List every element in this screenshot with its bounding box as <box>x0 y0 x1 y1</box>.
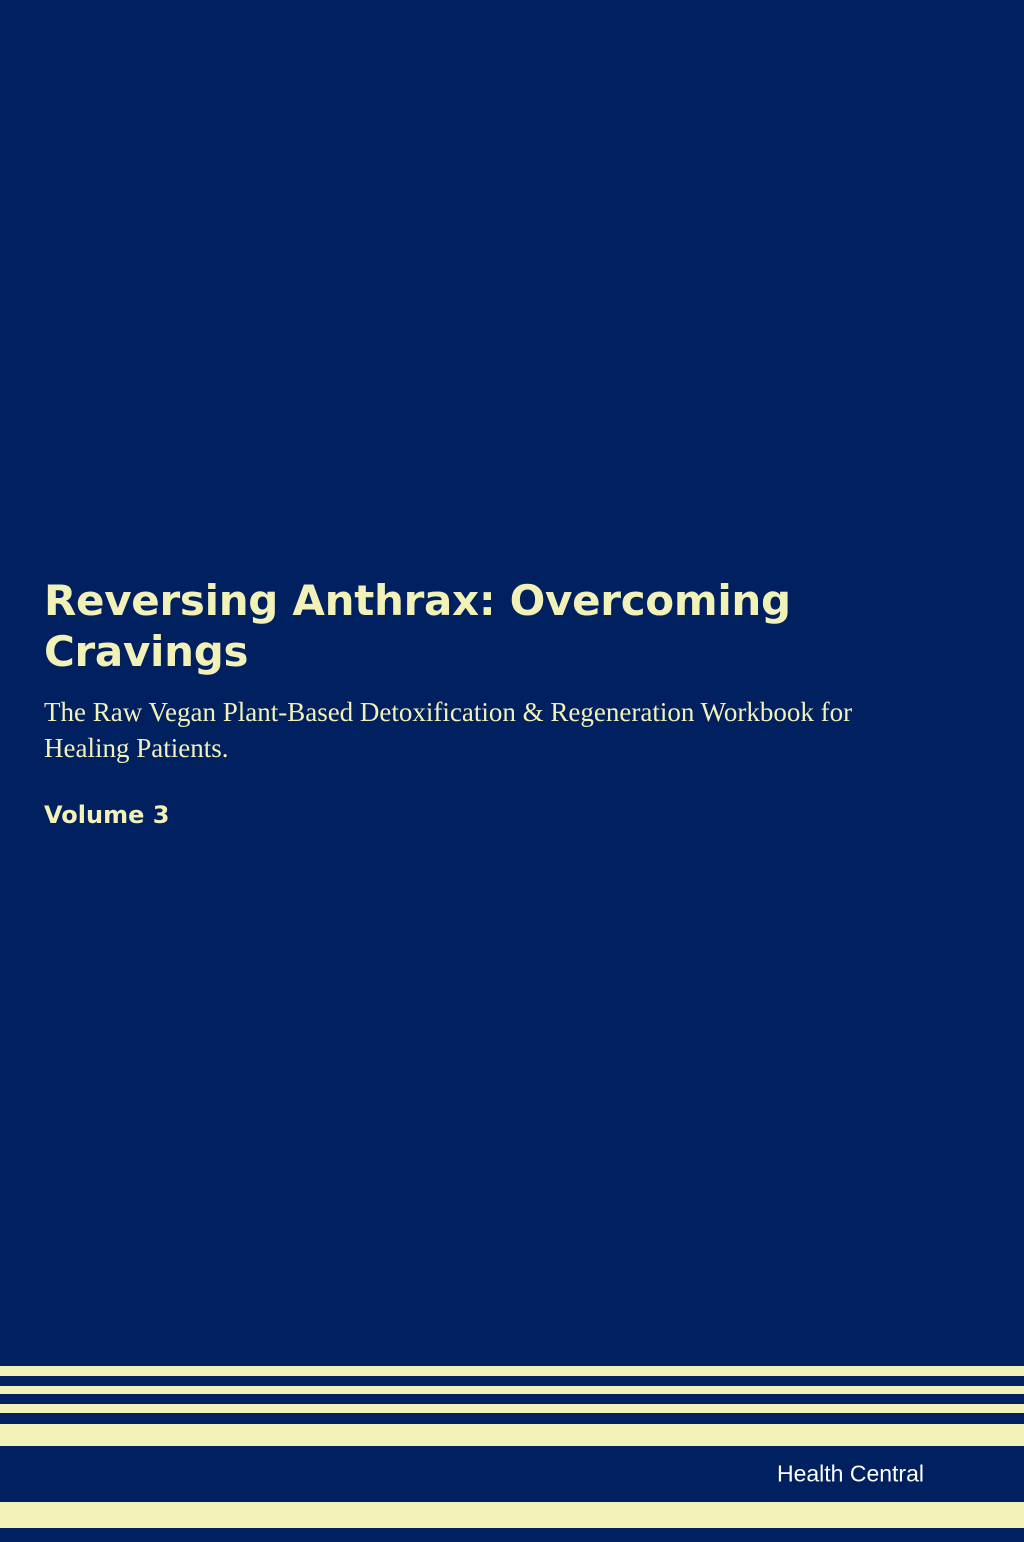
volume-label: Volume 3 <box>44 800 170 829</box>
band-cream-3 <box>0 1404 1024 1413</box>
band-cream-5 <box>0 1502 1024 1528</box>
band-navy-2 <box>0 1394 1024 1404</box>
publisher-row <box>0 1446 1024 1502</box>
band-cream-4 <box>0 1424 1024 1446</box>
bottom-decorative-bands <box>0 1366 1024 1542</box>
page-title: Reversing Anthrax: Overcoming Cravings <box>44 576 791 677</box>
band-navy-3 <box>0 1413 1024 1424</box>
band-navy-1 <box>0 1376 1024 1386</box>
band-navy-4 <box>0 1528 1024 1542</box>
band-cream-1 <box>0 1366 1024 1376</box>
band-cream-2 <box>0 1386 1024 1394</box>
cover-text-block <box>44 575 924 829</box>
book-subtitle: The Raw Vegan Plant-Based Detoxification & Regeneration Workbook for Healing Patients. <box>44 697 853 764</box>
publisher-name: Health Central <box>776 1460 924 1487</box>
